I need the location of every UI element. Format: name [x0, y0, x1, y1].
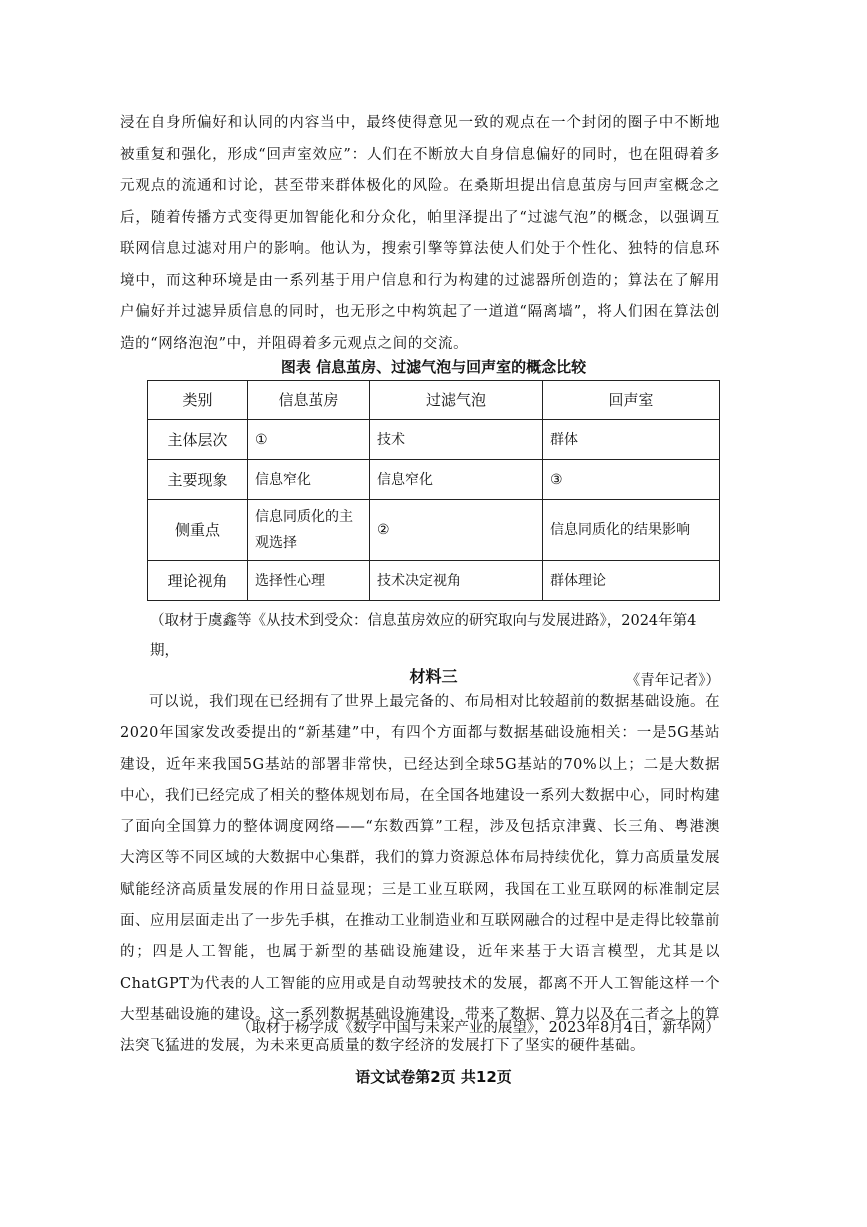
material-three-paragraph: 可以说，我们现在已经拥有了世界上最完备的、布局相对比较超前的数据基础设施。在2020年国家发改委提出的“新基建”中，有四个方面都与数据基础设施相关：一是5G基站建设，近年来我国5G基站的部署非常快，已经达到全球5G基站的70%以上；二是大数据中心，我们已经完成了相关的整体规划布局，在全国各地建设一系列大数据中心，同时构建了面向全国算力的整体调度网络——“东数西算”工程，涉及包括京津冀、长三角、粤港澳大湾区等不同区域的大数据中心集群，我们的算力资源总体布局持续优化，算力高质量发展赋能经济高质量发展的作用日益显现；三是工业互联网，我国在工业互联网的标准制定层面、应用层面走出了一步先手棋，在推动工业制造业和互联网融合的过程中是走得比较靠前的；四是人工智能，也属于新型的基础设施建设，近年来基于大语言模型，尤其是以ChatGPT为代表的人工智能的应用或是自动驾驶技术的发展，都离不开人工智能这样一个大型基础设施的建设。这一系列数据基础设施建设，带来了数据、算力以及在二者之上的算法突飞猛进的发展，为未来更高质量的数字经济的发展打下了坚实的硬件基础。: [120, 694, 720, 1055]
table-header-cell: 过滤气泡: [370, 381, 543, 420]
table-cell: 信息窄化: [370, 460, 543, 500]
table-cell: 信息窄化: [248, 460, 370, 500]
table-cell: ①: [248, 420, 370, 460]
table-row: [148, 460, 720, 500]
row-label-cell: 侧重点: [148, 500, 248, 561]
table-cell: ③: [543, 460, 720, 500]
table-row: [148, 420, 720, 460]
table-row: [148, 561, 720, 601]
row-label-cell: 主要现象: [148, 460, 248, 500]
table-cell: ②: [370, 500, 543, 561]
material-three-title: 材料三: [409, 667, 458, 686]
table-cell: 技术: [370, 420, 543, 460]
material-three-source-citation: （取材于杨学成《数字中国与未来产业的展望》，2023年8月4日，新华网）: [236, 1020, 720, 1036]
table-header-row: [148, 381, 720, 420]
concept-comparison-table: [147, 380, 720, 601]
row-label-cell: 主体层次: [148, 420, 248, 460]
table-cell: 信息同质化的结果影响: [543, 500, 720, 561]
table-header-cell: 信息茧房: [248, 381, 370, 420]
table-header-cell: 类别: [148, 381, 248, 420]
figure-source-line-2: 《青年记者》）: [625, 673, 720, 689]
table-cell: 技术决定视角: [370, 561, 543, 601]
figure-source-line-1: （取材于虞鑫等《从技术到受众：信息茧房效应的研究取向与发展进路》，2024年第4期，: [150, 613, 697, 659]
row-label-cell: 理论视角: [148, 561, 248, 601]
page-footer: 语文试卷第2页 共12页: [355, 1068, 512, 1086]
table-cell: 选择性心理: [248, 561, 370, 601]
table-cell: 群体理论: [543, 561, 720, 601]
table-cell: 信息同质化的主观选择: [248, 500, 370, 561]
table-row: [148, 500, 720, 561]
figure-caption: 图表 信息茧房、过滤气泡与回声室的概念比较: [280, 358, 587, 376]
table-header-cell: 回声室: [543, 381, 720, 420]
material-two-tail-paragraph: 浸在自身所偏好和认同的内容当中，最终使得意见一致的观点在一个封闭的圈子中不断地被重复和强化，形成“回声室效应”：人们在不断放大自身信息偏好的同时，也在阻碍着多元观点的流通和讨论，甚至带来群体极化的风险。在桑斯坦提出信息茧房与回声室概念之后，随着传播方式变得更加智能化和分众化，帕里泽提出了“过滤气泡”的概念，以强调互联网信息过滤对用户的影响。他认为，搜索引擎等算法使人们处于个性化、独特的信息环境中，而这种环境是由一系列基于用户信息和行为构建的过滤器所创造的；算法在了解用户偏好并过滤异质信息的同时，也无形之中构筑起了一道道“隔离墙”，将人们困在算法创造的“网络泡泡”中，并阻碍着多元观点之间的交流。: [120, 115, 720, 352]
table-cell: 群体: [543, 420, 720, 460]
